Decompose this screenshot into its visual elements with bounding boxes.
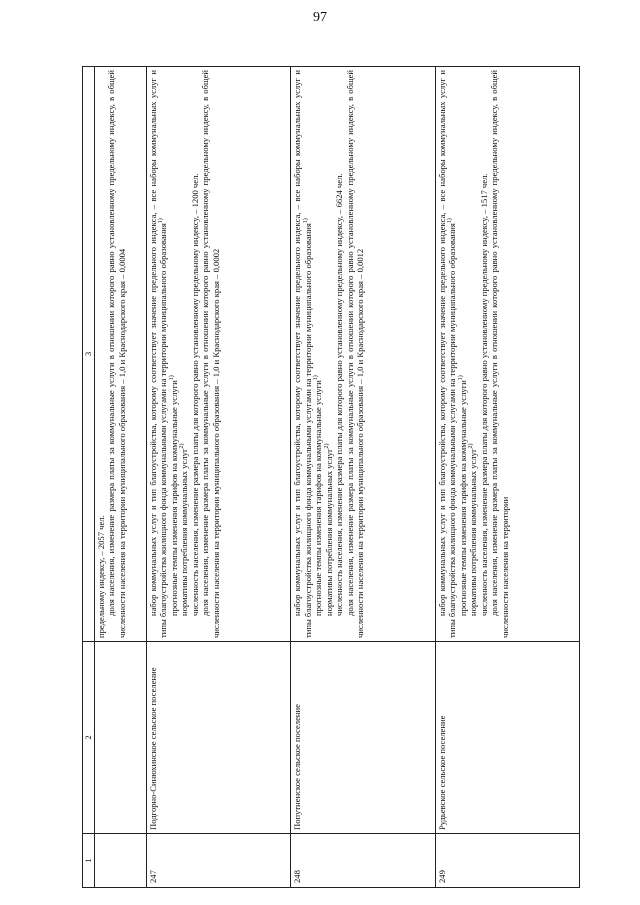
desc-tariffs: прогнозные темпы изменения тарифов на коммунальные услуги$^{1)}$	[313, 375, 324, 616]
row-description	[435, 67, 579, 642]
table-row	[435, 67, 579, 888]
desc-norms: нормативы потребления коммунальных услуг$^{2)}$	[179, 443, 190, 616]
row-description	[147, 67, 291, 642]
settlement-name: Попутненское сельское поселение	[291, 642, 435, 834]
row-number: 249	[435, 834, 579, 888]
settlement-name: Рудьевское сельское поселение	[435, 642, 579, 834]
document-table	[82, 66, 580, 888]
desc-tariffs: прогнозные темпы изменения тарифов на коммунальные услуги$^{1)}$	[168, 375, 179, 616]
desc-norms: нормативы потребления коммунальных услуг$^{2)}$	[323, 443, 334, 616]
desc-set: набор коммунальных услуг и тип благоустройства, которому соответствует значение предельного индекса, – все наборы коммунальных услуг и типы благоустройства жилищного фонда коммунальными услугами на территории муниципального образования$^{1)}$	[292, 70, 313, 638]
desc-share: доля населения, изменение размера платы за коммунальные услуги в отношении которого равно установленному предельному индексу, в общей численности населения на территории муниципального образования – 1,0 и Краснодарского края – 0,0002	[200, 70, 221, 638]
desc-norms: нормативы потребления коммунальных услуг$^{2)}$	[468, 443, 479, 616]
desc-population: численность населения, изменение размера платы для которого равно установленному предельному индексу, – 1517 чел.	[478, 173, 489, 616]
row-number: 247	[147, 834, 291, 888]
desc-share: доля населения, изменение размера платы за коммунальные услуги в отношении которого равно установленному предельному индексу, в общей численности населения на территории	[489, 70, 510, 638]
table-row	[291, 67, 435, 888]
desc-share: доля населения, изменение размера платы за коммунальные услуги в отношении которого равно установленному предельному индексу, в общей численности населения на территории муниципального образования – 1,0 и Краснодарского края – 0,0012	[344, 70, 366, 638]
header-col-2: 2	[83, 642, 95, 834]
continued-line-2: доля населения, изменение размера платы за коммунальные услуги в отношении которого равно установленному предельному индексу, в общей численности населения на территории муниципального образования – 1,0 и Краснодарского края – 0,0004	[106, 70, 127, 638]
desc-set: набор коммунальных услуг и тип благоустройства, которому соответствует значение предельного индекса, – все наборы коммунальных услуг и типы благоустройства жилищного фонда коммунальными услугами на территории муниципального образования$^{1)}$	[436, 70, 458, 638]
continued-row	[95, 67, 147, 888]
desc-tariffs: прогнозные темпы изменения тарифов на коммунальные услуги$^{1)}$	[457, 375, 468, 616]
document-table-container	[82, 66, 580, 888]
header-col-1: 1	[83, 834, 95, 888]
page-number: 97	[313, 10, 327, 25]
header-row	[83, 67, 95, 888]
continued-text-cell	[95, 67, 147, 642]
row-number: 248	[291, 834, 435, 888]
continued-name-cell	[95, 642, 147, 834]
table-row	[147, 67, 291, 888]
header-col-3: 3	[83, 67, 95, 642]
desc-set: набор коммунальных услуг и тип благоустройства, которому соответствует значение предельного индекса, – все наборы коммунальных услуг и типы благоустройства жилищного фонда коммунальными услугами на территории муниципального образования$^{1)}$	[148, 70, 169, 638]
continued-line-1: предельному индексу, – 2057 чел.	[96, 515, 106, 638]
desc-population: численность населения, изменение размера платы для которого равно установленному предельному индексу, – 6624 чел.	[334, 173, 345, 616]
continued-num-cell	[95, 834, 147, 888]
desc-population: численность населения, изменение размера платы для которого равно установленному предельному индексу, – 1200 чел.	[189, 173, 200, 616]
row-description	[291, 67, 435, 642]
settlement-name: Подгорно-Синюхинское сельское поселение	[147, 642, 291, 834]
rotated-table-frame	[82, 66, 580, 888]
